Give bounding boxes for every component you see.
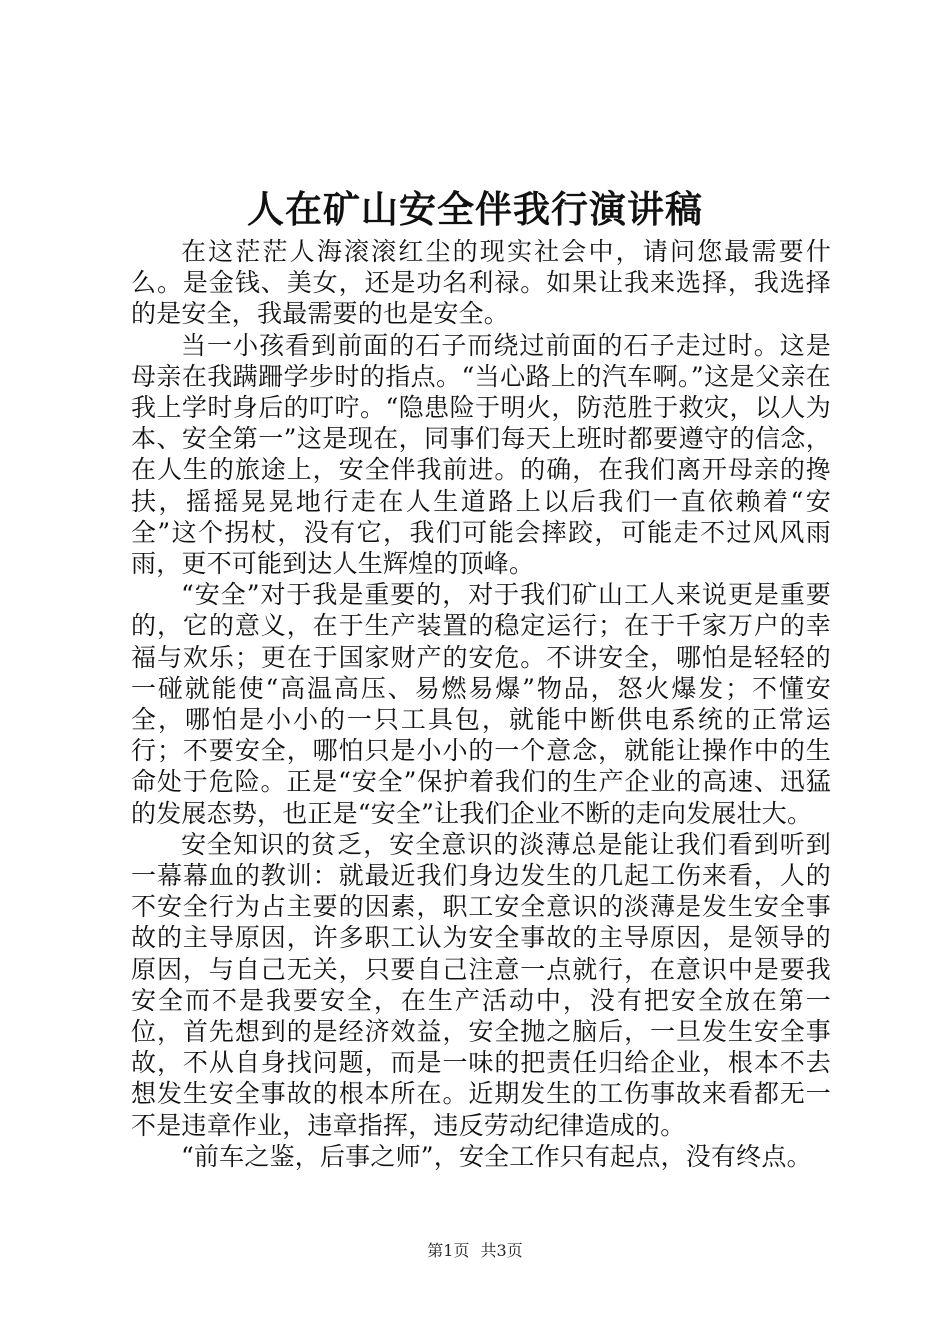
document-body (131, 236, 831, 1172)
paragraph-1: 在这茫茫人海滚滚红尘的现实社会中，请问您最需要什么。是金钱、美女，还是功名利禄。如果让我来选择，我选择的是安全，我最需要的也是安全。 (131, 237, 831, 329)
paragraph-4: 安全知识的贫乏，安全意识的淡薄总是能让我们看到听到一幕幕血的教训：就最近我们身边发生的几起工伤来看，人的不安全行为占主要的因素，职工安全意识的淡薄是发生安全事故的主导原因，许多职工认为安全事故的主导原因，是领导的原因，与自己无关，只要自己注意一点就行，在意识中是要我安全而不是我要安全，在生产活动中，没有把安全放在第一位，首先想到的是经济效益，安全抛之脑后，一旦发生安全事故，不从自身找问题，而是一味的把责任归给企业，根本不去想发生安全事故的根本所在。近期发生的工伤事故来看都无一不是违章作业，违章指挥，违反劳动纪律造成的。 (131, 829, 831, 1140)
page-number: 第1页 (427, 1241, 470, 1260)
paragraph-5: “前车之鉴，后事之师”，安全工作只有起点，没有终点。 (181, 1141, 812, 1171)
document-title: 人在矿山安全伴我行演讲稿 (247, 187, 703, 231)
paragraph-2: 当一小孩看到前面的石子而绕过前面的石子走过时。这是母亲在我蹒跚学步时的指点。“当心路上的汽车啊。”这是父亲在我上学时身后的叮咛。“隐患险于明火，防范胜于救灾，以人为本、安全第一”这是现在，同事们每天上班时都要遵守的信念，在人生的旅途上，安全伴我前进。的确，在我们离开母亲的搀扶，摇摇晃晃地行走在人生道路上以后我们一直依赖着“安全”这个拐杖，没有它，我们可能会摔跤，可能走不过风风雨雨，更不可能到达人生辉煌的顶峰。 (131, 330, 831, 579)
page-footer (0, 1240, 950, 1262)
page-total: 共3页 (480, 1241, 523, 1260)
paragraph-3: “安全”对于我是重要的，对于我们矿山工人来说更是重要的，它的意义，在于生产装置的稳定运行；在于千家万户的幸福与欢乐；更在于国家财产的安危。不讲安全，哪怕是轻轻的一碰就能使“高温高压、易燃易爆”物品，怒火爆发；不懂安全，哪怕是小小的一只工具包，就能中断供电系统的正常运行；不要安全，哪怕只是小小的一个意念，就能让操作中的生命处于危险。正是“安全”保护着我们的生产企业的高速、迅猛的发展态势，也正是“安全”让我们企业不断的走向发展壮大。 (131, 580, 831, 828)
